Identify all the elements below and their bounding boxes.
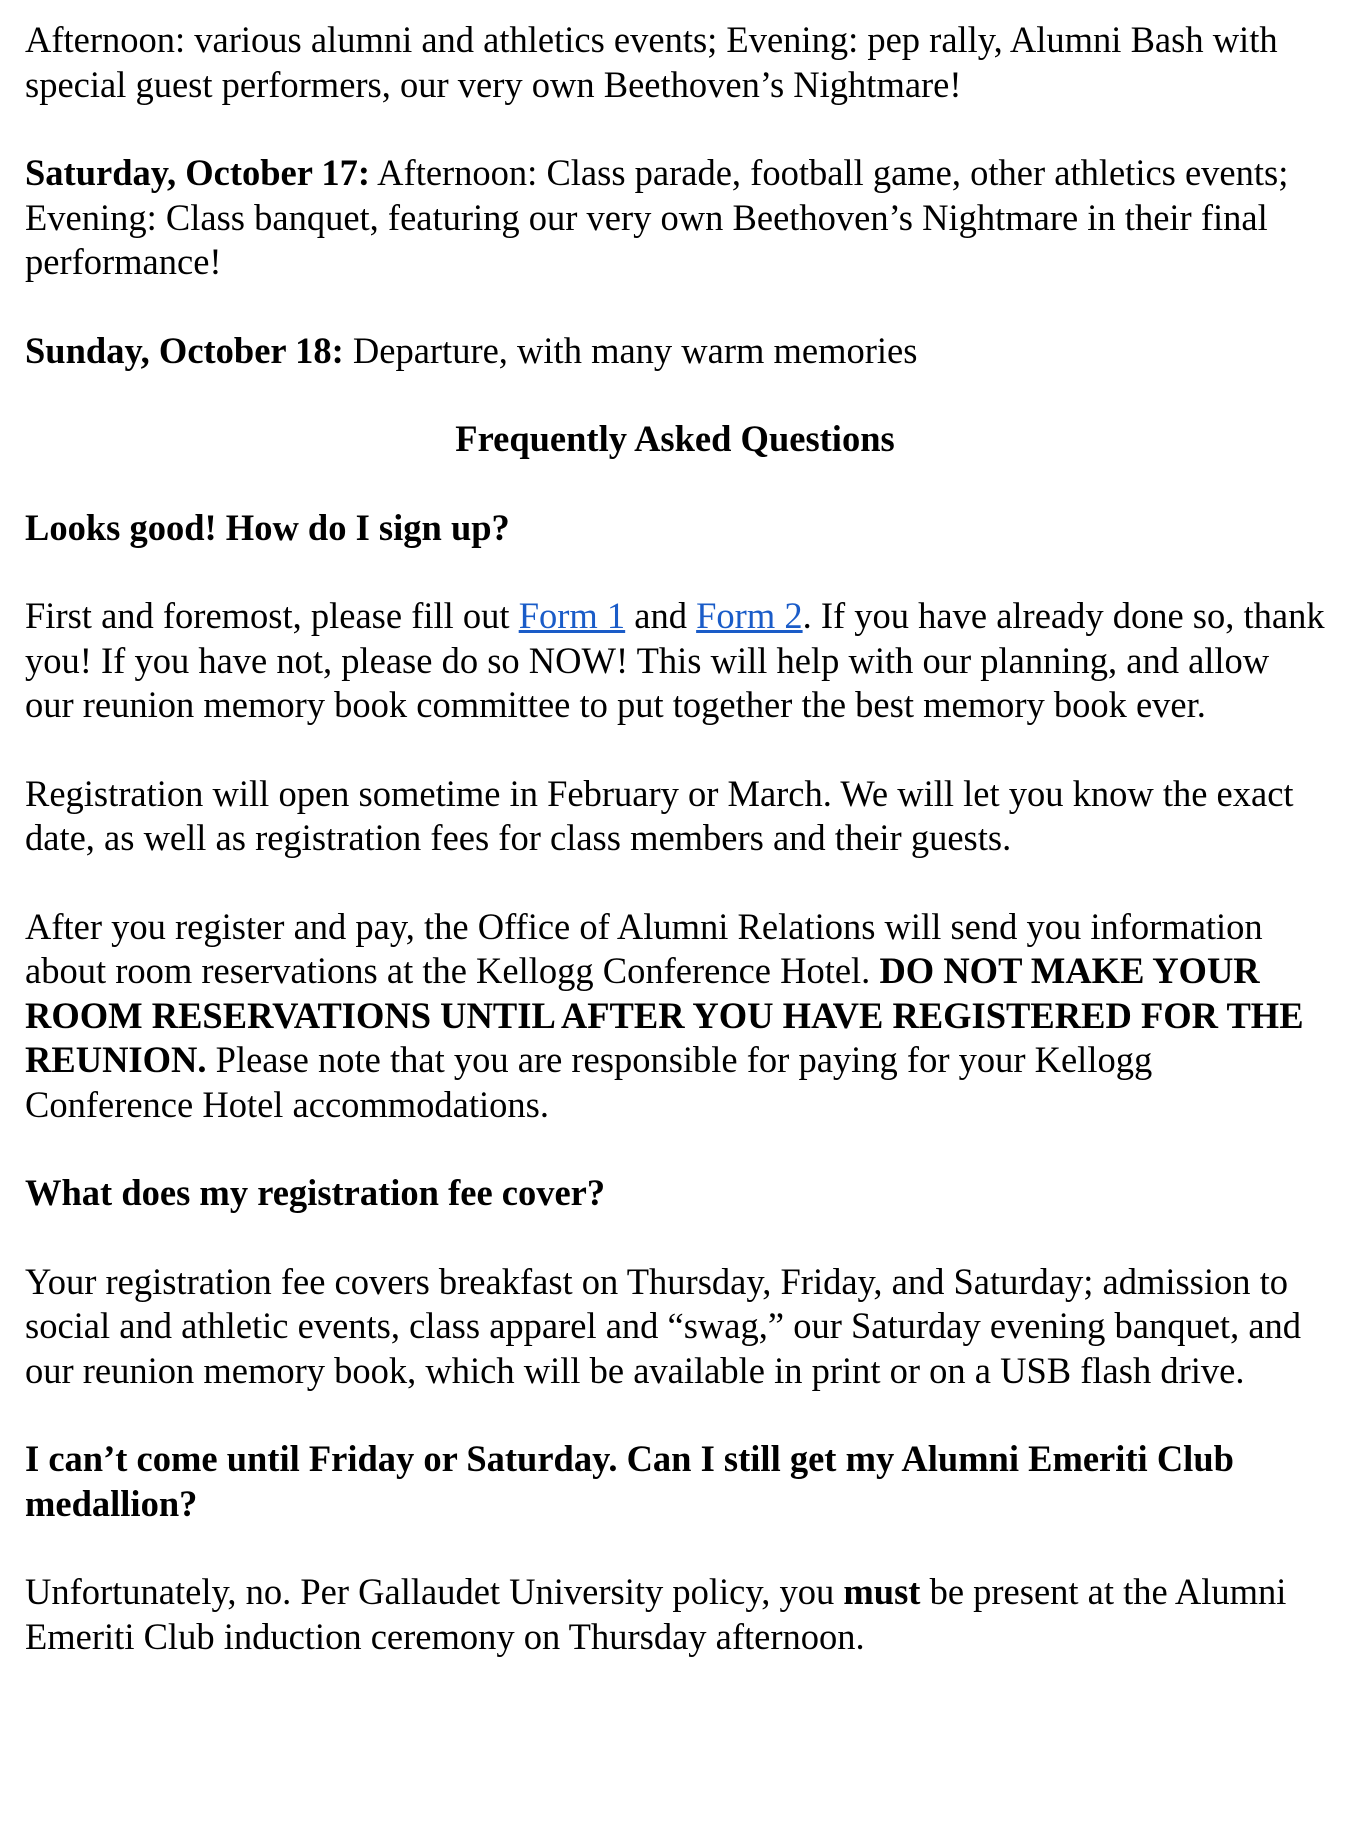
sunday-schedule	[25, 329, 1325, 374]
form-1-link[interactable]: Form 1	[518, 595, 626, 636]
friday-schedule-text: Afternoon: various alumni and athletics events; Evening: pep rally, Alumni Bash with special guest performers, our very own Beethoven’s Nightmare!	[25, 19, 1278, 105]
reservations-text-after: Please note that you are responsible for paying for your Kellogg Conference Hotel accommodations.	[25, 1039, 1153, 1125]
saturday-text: Afternoon: Class parade, football game, other athletics events; Evening: Class banquet, featuring our very own Beethoven’s Nightmare in their final performance!	[25, 152, 1289, 282]
reservations-text-before: After you register and pay, the Office of Alumni Relations will send you information about room reservations at the Kellogg Conference Hotel.	[25, 905, 1263, 991]
medallion-text-before: Unfortunately, no. Per Gallaudet University policy, you	[25, 1571, 844, 1612]
faq-heading: Frequently Asked Questions	[455, 418, 895, 459]
document-body	[25, 18, 1325, 1703]
faq-answer-room-reservations	[25, 905, 1325, 1128]
faq-answer-medallion	[25, 1570, 1325, 1659]
sunday-text: Departure, with many warm memories	[343, 329, 918, 371]
faq-answer-forms	[25, 594, 1325, 728]
saturday-schedule	[25, 151, 1325, 285]
forms-text-before: First and foremost, please fill out	[25, 595, 519, 636]
faq-question-medallion: I can’t come until Friday or Saturday. Can I still get my Alumni Emeriti Club medallion?	[25, 1438, 1234, 1524]
forms-text-mid: and	[625, 595, 697, 636]
forms-text-after: . If you have already done so, thank you! If you have not, please do so NOW! This will help with our planning, and allow our reunion memory book committee to put together the best memory book ever.	[25, 595, 1325, 725]
faq-question-fee: What does my registration fee cover?	[25, 1172, 606, 1213]
sunday-label: Sunday, October 18:	[25, 329, 344, 371]
form-2-link[interactable]: Form 2	[696, 595, 803, 636]
faq-answer-registration-open: Registration will open sometime in February or March. We will let you know the exact date, as well as registration fees for class members and their guests.	[25, 772, 1294, 858]
faq-answer-fee: Your registration fee covers breakfast on Thursday, Friday, and Saturday; admission to social and athletic events, class apparel and “swag,” our Saturday evening banquet, and our reunion memory book, which will be available in print or on a USB flash drive.	[25, 1260, 1302, 1391]
faq-question-sign-up: Looks good! How do I sign up?	[25, 506, 510, 548]
friday-schedule-continued	[25, 18, 1325, 107]
medallion-emphasis: must	[843, 1571, 921, 1612]
medallion-text-after: be present at the Alumni Emeriti Club induction ceremony on Thursday afternoon.	[25, 1571, 1287, 1657]
reservations-warning: DO NOT MAKE YOUR ROOM RESERVATIONS UNTIL AFTER YOU HAVE REGISTERED FOR THE REUNION.	[25, 950, 1304, 1080]
saturday-label: Saturday, October 17:	[25, 152, 371, 193]
